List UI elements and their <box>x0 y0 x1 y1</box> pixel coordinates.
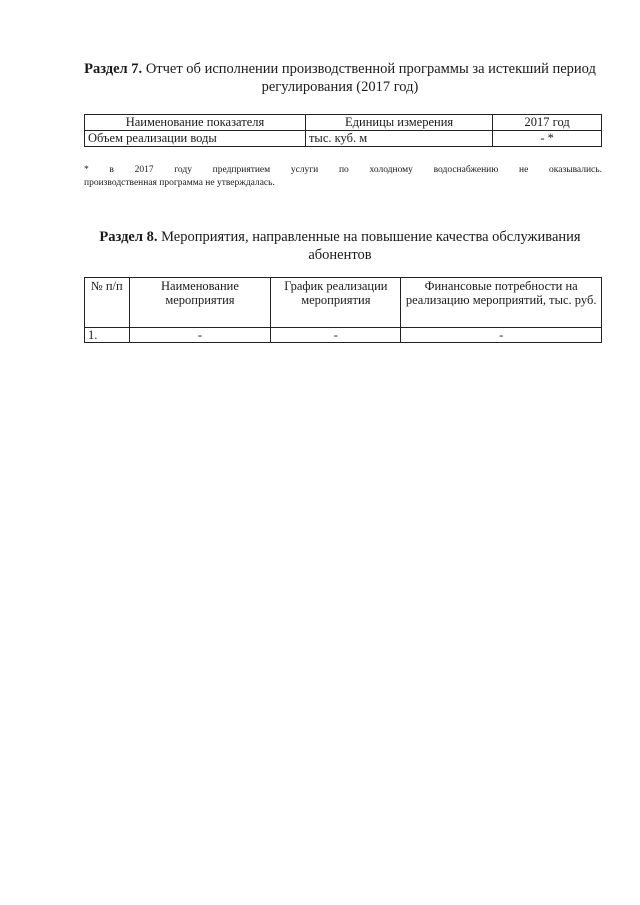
footnote-line-1: * в 2017 году предприятием услуги по холодному водоснабжению не оказывались. <box>84 165 602 175</box>
footnote-line-2: производственная программа не утверждалась. <box>84 178 275 188</box>
section-8-heading: Мероприятия, направленные на повышение качества обслуживания абонентов <box>157 229 581 263</box>
header-year: 2017 год <box>493 115 602 131</box>
cell-number: 1. <box>85 328 130 343</box>
section-7-title <box>60 60 620 96</box>
section-7-footnote <box>84 164 602 190</box>
section-8-title <box>70 228 610 264</box>
header-activity-name: Наименование мероприятия <box>129 278 271 328</box>
header-schedule: График реализации мероприятия <box>271 278 401 328</box>
cell-units: тыс. куб. м <box>305 131 492 147</box>
cell-activity: - <box>129 328 271 343</box>
header-indicator-name: Наименование показателя <box>85 115 306 131</box>
header-units: Единицы измерения <box>305 115 492 131</box>
section-7-table <box>84 114 602 147</box>
header-number: № п/п <box>85 278 130 328</box>
cell-indicator: Объем реализации воды <box>85 131 306 147</box>
section-7-heading: Отчет об исполнении производственной программы за истекший период регулирования (2017 год) <box>142 61 596 95</box>
table-header-row <box>85 115 602 131</box>
table-row <box>85 131 602 147</box>
cell-financial: - <box>401 328 602 343</box>
table-row <box>85 328 602 343</box>
table-header-row <box>85 278 602 328</box>
section-7-label: Раздел 7. <box>84 61 143 77</box>
cell-value: - * <box>493 131 602 147</box>
section-8-label: Раздел 8. <box>99 229 158 245</box>
cell-schedule: - <box>271 328 401 343</box>
header-financial-needs: Финансовые потребности на реализацию мероприятий, тыс. руб. <box>401 278 602 328</box>
section-8-table <box>84 277 602 343</box>
